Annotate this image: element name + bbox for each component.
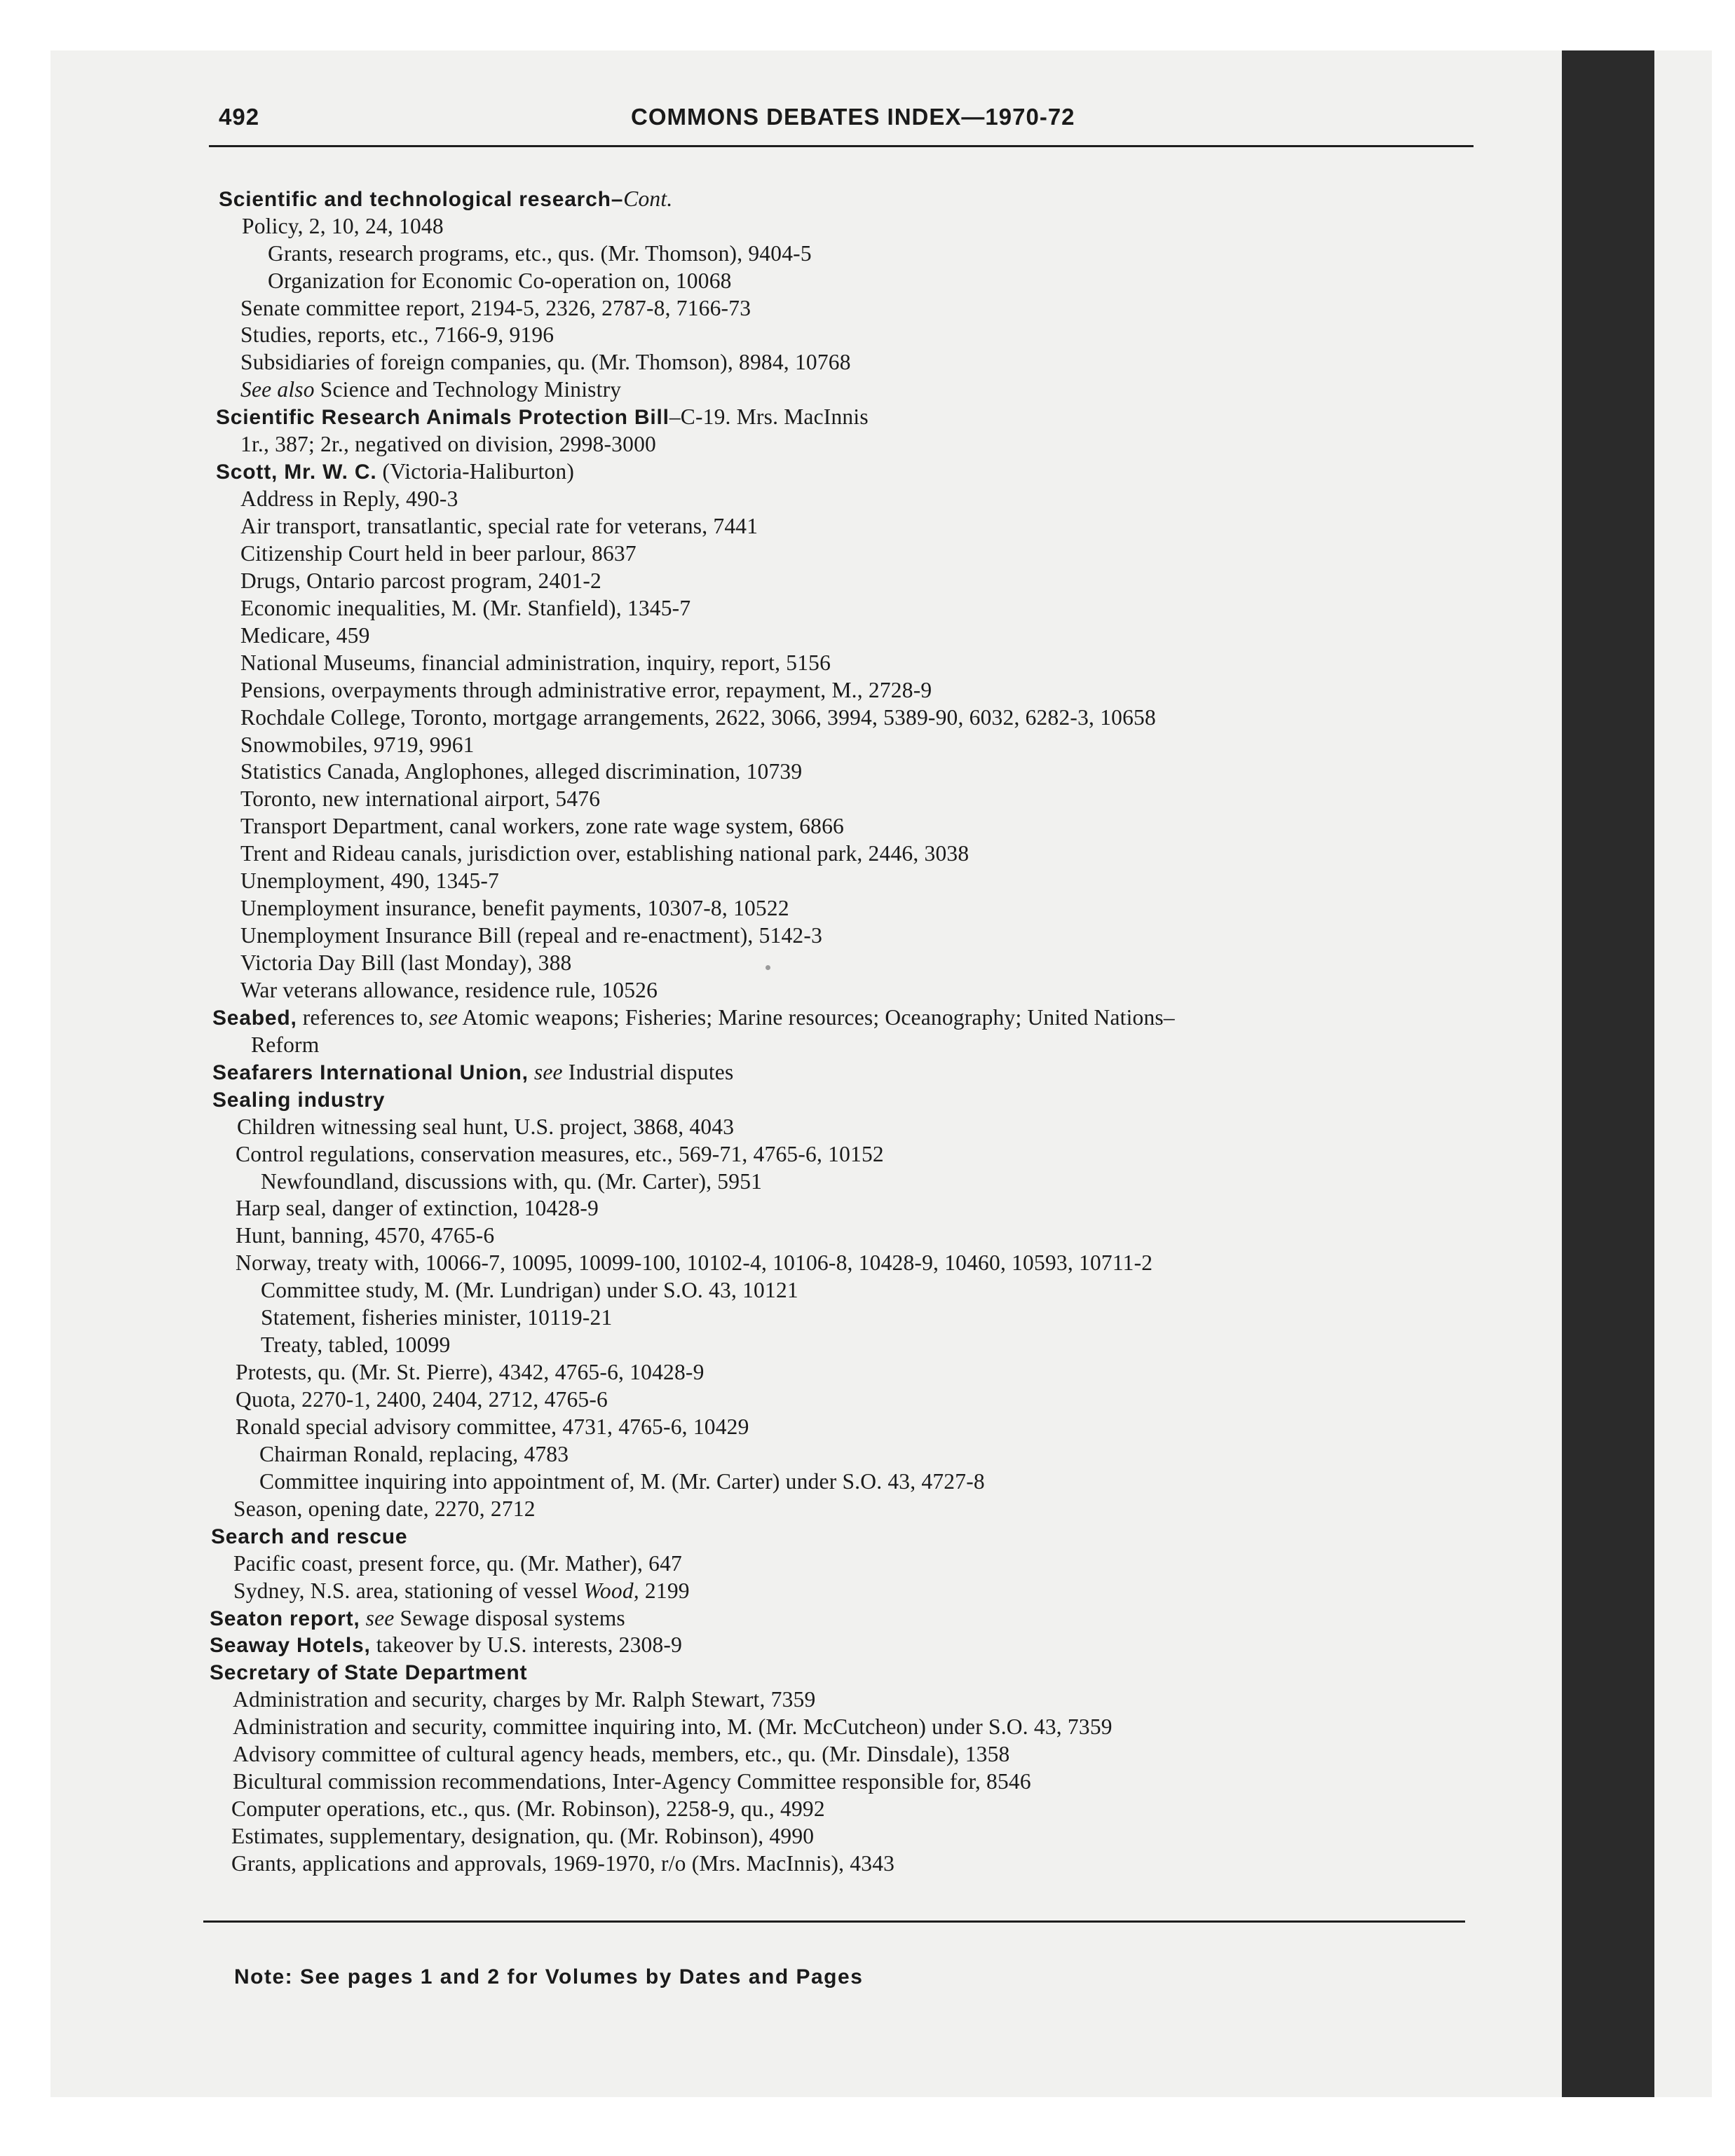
index-entry-line: [240, 976, 658, 1004]
index-entry-line: [233, 1713, 1113, 1740]
index-entry-line: [261, 1276, 798, 1304]
entry-heading: Seaway Hotels,: [210, 1634, 371, 1657]
index-entry-line: [259, 1440, 569, 1468]
entry-text-continued: 2199: [639, 1578, 690, 1603]
entry-heading: Secretary of State Department: [210, 1661, 528, 1684]
italic-term: see: [365, 1606, 395, 1630]
index-entry-line: [261, 1168, 762, 1195]
index-entry-line: [236, 1222, 494, 1249]
entry-text: Statistics Canada, Anglophones, alleged discrimination, 10739: [240, 759, 803, 784]
entry-text-continued: Industrial disputes: [562, 1060, 734, 1084]
index-entry-line: [240, 840, 969, 867]
entry-text: War veterans allowance, residence rule, 10526: [240, 978, 658, 1002]
index-entry-line: [261, 1304, 612, 1331]
entry-text: Grants, applications and approvals, 1969-1970, r/o (Mrs. MacInnis), 4343: [231, 1851, 895, 1876]
index-entry-line: [240, 321, 554, 348]
running-head: COMMONS DEBATES INDEX—1970-72: [631, 104, 1075, 130]
index-entry-line: [233, 1768, 1031, 1795]
entry-heading: Seaton report,: [210, 1607, 360, 1630]
italic-term: see: [429, 1005, 458, 1030]
index-entry-line: [242, 212, 444, 240]
entry-text: Administration and security, committee inquiring into, M. (Mr. McCutcheon) under S.O. 43, 7359: [233, 1714, 1113, 1739]
italic-term: see: [533, 1060, 563, 1084]
index-entry-line: [268, 240, 812, 267]
index-entry-line: [231, 1822, 814, 1850]
index-entry-line: [233, 1740, 1010, 1768]
entry-heading: Scientific and technological research–: [219, 188, 624, 211]
index-entry-line: [259, 1468, 985, 1495]
entry-text: Quota, 2270-1, 2400, 2404, 2712, 4765-6: [236, 1387, 608, 1412]
entry-text: Computer operations, etc., qus. (Mr. Robinson), 2258-9, qu., 4992: [231, 1796, 825, 1821]
entry-text: Hunt, banning, 4570, 4765-6: [236, 1223, 495, 1248]
index-entry-line: [237, 1113, 734, 1140]
index-entry-line: [251, 1031, 319, 1058]
entry-text: Unemployment insurance, benefit payments, 10307-8, 10522: [240, 896, 789, 920]
entry-text: Pacific coast, present force, qu. (Mr. Mather), 647: [233, 1551, 682, 1576]
index-entry-line: [240, 594, 690, 622]
index-entry-line: [240, 867, 499, 894]
index-entry-line: [240, 430, 656, 458]
index-entry-line: [240, 622, 370, 649]
entry-text: Snowmobiles, 9719, 9961: [240, 732, 475, 757]
entry-text: Control regulations, conservation measures, etc., 569-71, 4765-6, 10152: [236, 1142, 884, 1166]
entry-text-continued: Atomic weapons; Fisheries; Marine resources; Oceanography; United Nations–: [458, 1005, 1175, 1030]
index-entry-line: [240, 540, 637, 567]
print-speck: [766, 965, 770, 970]
entry-heading: Scientific Research Animals Protection Bill: [216, 406, 669, 429]
index-heading-line: [216, 458, 574, 486]
index-entry-line: [268, 267, 732, 294]
index-entry-line: [236, 1249, 1152, 1276]
entry-text: Advisory committee of cultural agency heads, members, etc., qu. (Mr. Dinsdale), 1358: [233, 1742, 1010, 1766]
entry-text: Transport Department, canal workers, zone rate wage system, 6866: [240, 814, 845, 838]
entry-text: Trent and Rideau canals, jurisdiction over, establishing national park, 2446, 3038: [240, 841, 969, 866]
entry-text: Chairman Ronald, replacing, 4783: [259, 1442, 569, 1466]
index-heading-line: [212, 1086, 385, 1114]
entry-text: Victoria Day Bill (last Monday), 388: [240, 950, 572, 975]
entry-heading: Search and rescue: [211, 1525, 408, 1548]
index-entry-line: [240, 485, 458, 512]
entry-text: takeover by U.S. interests, 2308-9: [370, 1632, 683, 1657]
entry-text: Administration and security, charges by Mr. Ralph Stewart, 7359: [233, 1687, 816, 1712]
index-entry-line: [240, 758, 802, 785]
entry-text-continued: Sewage disposal systems: [394, 1606, 625, 1630]
index-entry-line: [231, 1795, 825, 1822]
index-entry-line: [240, 704, 1156, 731]
index-entry-line: [236, 1140, 884, 1168]
entry-text: Senate committee report, 2194-5, 2326, 2787-8, 7166-73: [240, 296, 751, 320]
index-entry-line: [236, 1194, 599, 1222]
entry-text: Children witnessing seal hunt, U.S. project, 3868, 4043: [237, 1114, 735, 1139]
entry-text: Science and Technology Ministry: [314, 377, 622, 402]
index-entry-line: [240, 812, 844, 840]
entry-text: Drugs, Ontario parcost program, 2401-2: [240, 568, 601, 593]
entry-text: [529, 1060, 534, 1084]
index-entry-line: [236, 1358, 705, 1386]
index-entry-line: [240, 949, 571, 976]
index-entry-line: [231, 1850, 894, 1877]
index-entry-line: [240, 294, 751, 322]
entry-text: Ronald special advisory committee, 4731, 4765-6, 10429: [236, 1414, 749, 1439]
index-heading-line: [219, 185, 672, 213]
entry-text: Address in Reply, 490-3: [240, 486, 458, 511]
entry-text: [360, 1606, 366, 1630]
entry-text: Season, opening date, 2270, 2712: [233, 1496, 536, 1521]
footnote: Note: See pages 1 and 2 for Volumes by Dates and Pages: [234, 1965, 864, 1988]
entry-text: Medicare, 459: [240, 623, 370, 648]
index-heading-line: [211, 1522, 407, 1550]
entry-text: Estimates, supplementary, designation, qu. (Mr. Robinson), 4990: [231, 1824, 815, 1848]
index-entry-line: [240, 731, 475, 758]
index-entry-line: [261, 1331, 450, 1358]
heading-continuation: Cont.: [623, 186, 673, 211]
index-heading-line: [216, 403, 869, 431]
entry-text: Toronto, new international airport, 5476: [240, 786, 601, 811]
entry-text: Policy, 2, 10, 24, 1048: [242, 214, 444, 238]
entry-text: Newfoundland, discussions with, qu. (Mr. Carter), 5951: [261, 1169, 763, 1194]
entry-text: Air transport, transatlantic, special rate for veterans, 7441: [240, 514, 758, 538]
index-entry-line: [233, 1686, 815, 1713]
entry-text: Unemployment Insurance Bill (repeal and re-enactment), 5142-3: [240, 923, 823, 948]
entry-text: (Victoria-Haliburton): [376, 459, 575, 484]
entry-text: Studies, reports, etc., 7166-9, 9196: [240, 322, 554, 347]
entry-text: 1r., 387; 2r., negatived on division, 2998-3000: [240, 432, 656, 456]
index-heading-line: [212, 1058, 733, 1086]
index-entry-line: [240, 785, 600, 812]
index-heading-line: [210, 1631, 682, 1659]
index-entry-line: [236, 1413, 749, 1440]
entry-text: Reform: [251, 1032, 320, 1057]
index-entry-line: [240, 376, 621, 403]
index-entry-line: [240, 348, 851, 376]
entry-heading: Seabed,: [212, 1007, 297, 1030]
entry-text: Subsidiaries of foreign companies, qu. (Mr. Thomson), 8984, 10768: [240, 350, 851, 374]
entry-text: Pensions, overpayments through administrative error, repayment, M., 2728-9: [240, 678, 932, 702]
cross-reference-label: See also: [240, 377, 315, 402]
entry-text: Grants, research programs, etc., qus. (Mr. Thomson), 9404-5: [268, 241, 812, 266]
entry-text: Protests, qu. (Mr. St. Pierre), 4342, 4765-6, 10428-9: [236, 1360, 705, 1384]
index-entry-line: [233, 1495, 536, 1522]
index-entry-line: [240, 567, 601, 594]
entry-text: Unemployment, 490, 1345-7: [240, 868, 499, 893]
entry-text: references to,: [297, 1005, 430, 1030]
index-entry-line: [240, 649, 831, 676]
entry-text: National Museums, financial administration, inquiry, report, 5156: [240, 650, 831, 675]
page-number: 492: [219, 104, 260, 130]
index-heading-line: [212, 1004, 1175, 1032]
scan-edge-shadow: [1562, 50, 1654, 2097]
index-entry-line: [240, 512, 758, 540]
index-entry-line: [233, 1550, 682, 1577]
entry-text: Statement, fisheries minister, 10119-21: [261, 1305, 613, 1330]
entry-text: Committee inquiring into appointment of, M. (Mr. Carter) under S.O. 43, 4727-8: [259, 1469, 985, 1494]
entry-text: Citizenship Court held in beer parlour, 8637: [240, 541, 637, 566]
index-entry-line: [240, 922, 822, 949]
index-entry-line: [233, 1577, 690, 1604]
entry-text: Treaty, tabled, 10099: [261, 1332, 451, 1357]
entry-text: –C-19. Mrs. MacInnis: [669, 404, 869, 429]
entry-heading: Seafarers International Union,: [212, 1061, 529, 1084]
entry-text: Sydney, N.S. area, stationing of vessel: [233, 1578, 584, 1603]
entry-text: Rochdale College, Toronto, mortgage arrangements, 2622, 3066, 3994, 5389-90, 6032, 6282-3, 10658: [240, 705, 1156, 730]
entry-text: Organization for Economic Co-operation on, 10068: [268, 268, 732, 293]
italic-term: Wood,: [583, 1578, 639, 1603]
index-entry-line: [236, 1386, 608, 1413]
index-heading-line: [210, 1658, 527, 1686]
entry-heading: Sealing industry: [212, 1089, 386, 1112]
entry-heading: Scott, Mr. W. C.: [216, 460, 377, 484]
entry-text: Bicultural commission recommendations, Inter-Agency Committee responsible for, 8546: [233, 1769, 1031, 1794]
entry-text: Harp seal, danger of extinction, 10428-9: [236, 1196, 599, 1220]
entry-text: Committee study, M. (Mr. Lundrigan) under S.O. 43, 10121: [261, 1278, 798, 1302]
footer-rule: [203, 1920, 1465, 1923]
entry-text: Norway, treaty with, 10066-7, 10095, 10099-100, 10102-4, 10106-8, 10428-9, 10460, 10593, 10711-2: [236, 1250, 1153, 1275]
index-entry-line: [240, 894, 789, 922]
index-heading-line: [210, 1604, 625, 1632]
entry-text: Economic inequalities, M. (Mr. Stanfield), 1345-7: [240, 596, 691, 620]
index-entry-line: [240, 676, 932, 704]
